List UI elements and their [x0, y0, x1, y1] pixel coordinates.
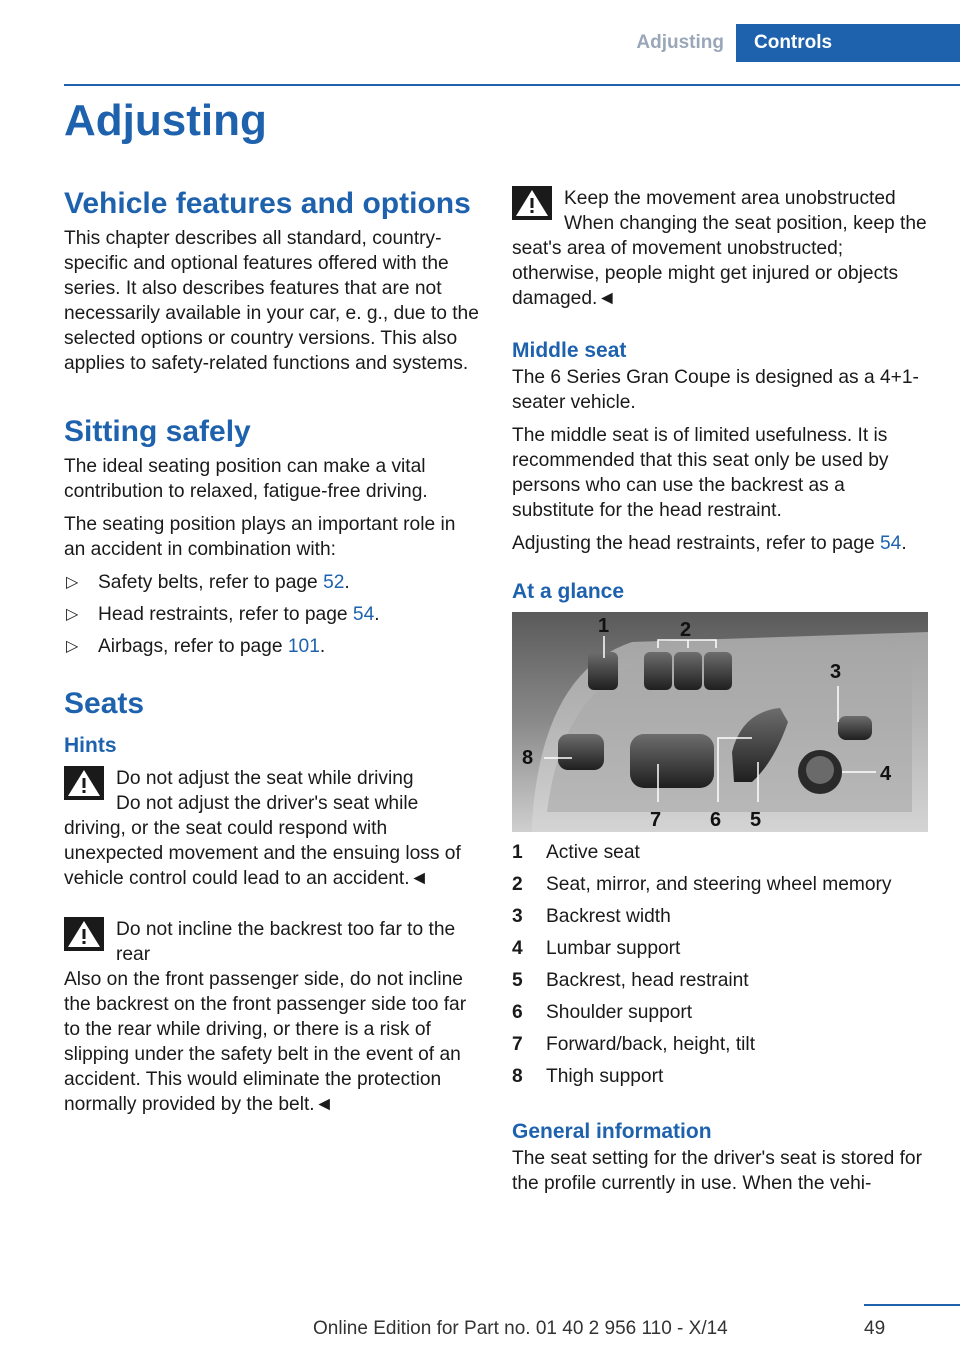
warning-block: [512, 186, 928, 311]
figure-label: 1: [598, 615, 610, 637]
page-link[interactable]: 54: [352, 604, 375, 625]
figure-label: 6: [710, 809, 722, 831]
legend-item: 8 Thigh support: [512, 1066, 664, 1087]
page-title: Adjusting: [64, 96, 267, 145]
vehicle-features-heading: Vehicle features and options: [64, 187, 471, 220]
seat-switch: [630, 734, 714, 788]
warning-text: Also on the front passenger side, do not incline the backrest on the front passenger side too far to the rear while driving, or there is a risk of slipping under the safety belt in the event of an accident. This would eliminate the protection normally provided by the belt.◄: [64, 969, 467, 1115]
figure-label: 5: [750, 809, 762, 831]
general-information-text: The seat setting for the driver's seat is stored for the profile currently in use. When the vehi-: [512, 1148, 922, 1194]
header-chapter-tab: Controls: [736, 24, 960, 62]
list-item: ▷ Airbags, refer to page 101.: [66, 636, 326, 657]
sitting-safely-heading: Sitting safely: [64, 415, 251, 448]
sitting-text-2: The seating position plays an important role in an accident in combination with:: [64, 514, 456, 560]
memory-button: [704, 652, 732, 690]
thigh-support-switch: [558, 734, 604, 770]
legend-item: 5 Backrest, head restraint: [512, 970, 749, 991]
footer-rule: [864, 1304, 960, 1306]
memory-button: [674, 652, 702, 690]
warning-title: Do not incline the backrest too far to the rear: [116, 919, 456, 965]
seats-heading: Seats: [64, 687, 145, 720]
vehicle-features-text: This chapter describes all standard, country-specific and optional features offered with the series. It also describes features that are not necessarily available in your car, e. g., due to the selected options or country versions. This also applies to safety-related functions and systems.: [64, 228, 479, 374]
list-item: ▷ Head restraints, refer to page 54.: [66, 604, 380, 625]
page-number: 49: [864, 1318, 886, 1339]
middle-seat-text-3: Adjusting the head restraints, refer to page 54.: [512, 533, 907, 554]
header-rule: [64, 84, 960, 86]
legend-item: 3 Backrest width: [512, 906, 671, 927]
sitting-text-1: The ideal seating position can make a vital contribution to relaxed, fatigue-free driving.: [64, 456, 428, 502]
page-header: [0, 24, 960, 62]
legend-item: 4 Lumbar support: [512, 938, 681, 959]
legend-item: 2 Seat, mirror, and steering wheel memory: [512, 874, 892, 895]
warning-block: [64, 766, 480, 891]
page-link[interactable]: 101: [287, 636, 320, 657]
header-section: Adjusting: [636, 32, 724, 53]
left-column: [64, 186, 480, 1123]
hints-heading: Hints: [64, 734, 117, 757]
figure-label: 3: [830, 661, 842, 683]
figure-label: 7: [650, 809, 662, 831]
figure-label: 8: [522, 747, 534, 769]
at-a-glance-heading: At a glance: [512, 580, 625, 603]
seat-controls-photo: [512, 612, 928, 832]
figure-label: 2: [680, 619, 692, 641]
warning-icon: [512, 186, 552, 220]
figure-label: 4: [880, 763, 892, 785]
sitting-bullet-list: [64, 570, 480, 666]
right-column: [512, 186, 928, 1204]
figure-legend: [512, 840, 928, 1096]
triangle-bullet-icon: ▷: [66, 638, 79, 655]
warning-block: [64, 917, 480, 1117]
warning-icon: [64, 766, 104, 800]
warning-text: When changing the seat position, keep the seat's area of movement unobstructed; otherwise, people might get injured or objects damaged.◄: [512, 213, 927, 309]
edition-note: Online Edition for Part no. 01 40 2 956 110 - X/14: [313, 1318, 728, 1339]
triangle-bullet-icon: ▷: [66, 606, 79, 623]
list-item: ▷ Safety belts, refer to page 52.: [66, 572, 350, 593]
warning-title: Do not adjust the seat while driving: [116, 768, 414, 789]
middle-seat-heading: Middle seat: [512, 339, 627, 362]
legend-item: 1 Active seat: [512, 842, 640, 863]
seat-controls-figure: [512, 612, 928, 832]
memory-button: [644, 652, 672, 690]
backrest-width-switch: [838, 716, 872, 740]
middle-seat-text-2: The middle seat is of limited usefulness. It is recommended that this seat only be used by persons who can use the backrest as a substitute for the head restraint.: [512, 425, 889, 521]
active-seat-button: [588, 652, 618, 690]
page-link[interactable]: 52: [323, 572, 345, 593]
legend-item: 7 Forward/back, height, tilt: [512, 1034, 756, 1055]
warning-title: Keep the movement area unobstructed: [564, 188, 896, 209]
middle-seat-text-1: The 6 Series Gran Coupe is designed as a 4+1-seater vehicle.: [512, 367, 919, 413]
page-link[interactable]: 54: [879, 533, 902, 554]
warning-icon: [64, 917, 104, 951]
triangle-bullet-icon: ▷: [66, 574, 79, 591]
legend-item: 6 Shoulder support: [512, 1002, 693, 1023]
warning-text: Do not adjust the driver's seat while driving, or the seat could respond with unexpected movement and the ensuing loss of vehicle control could lead to an accident.◄: [64, 793, 461, 889]
general-information-heading: General information: [512, 1120, 712, 1143]
